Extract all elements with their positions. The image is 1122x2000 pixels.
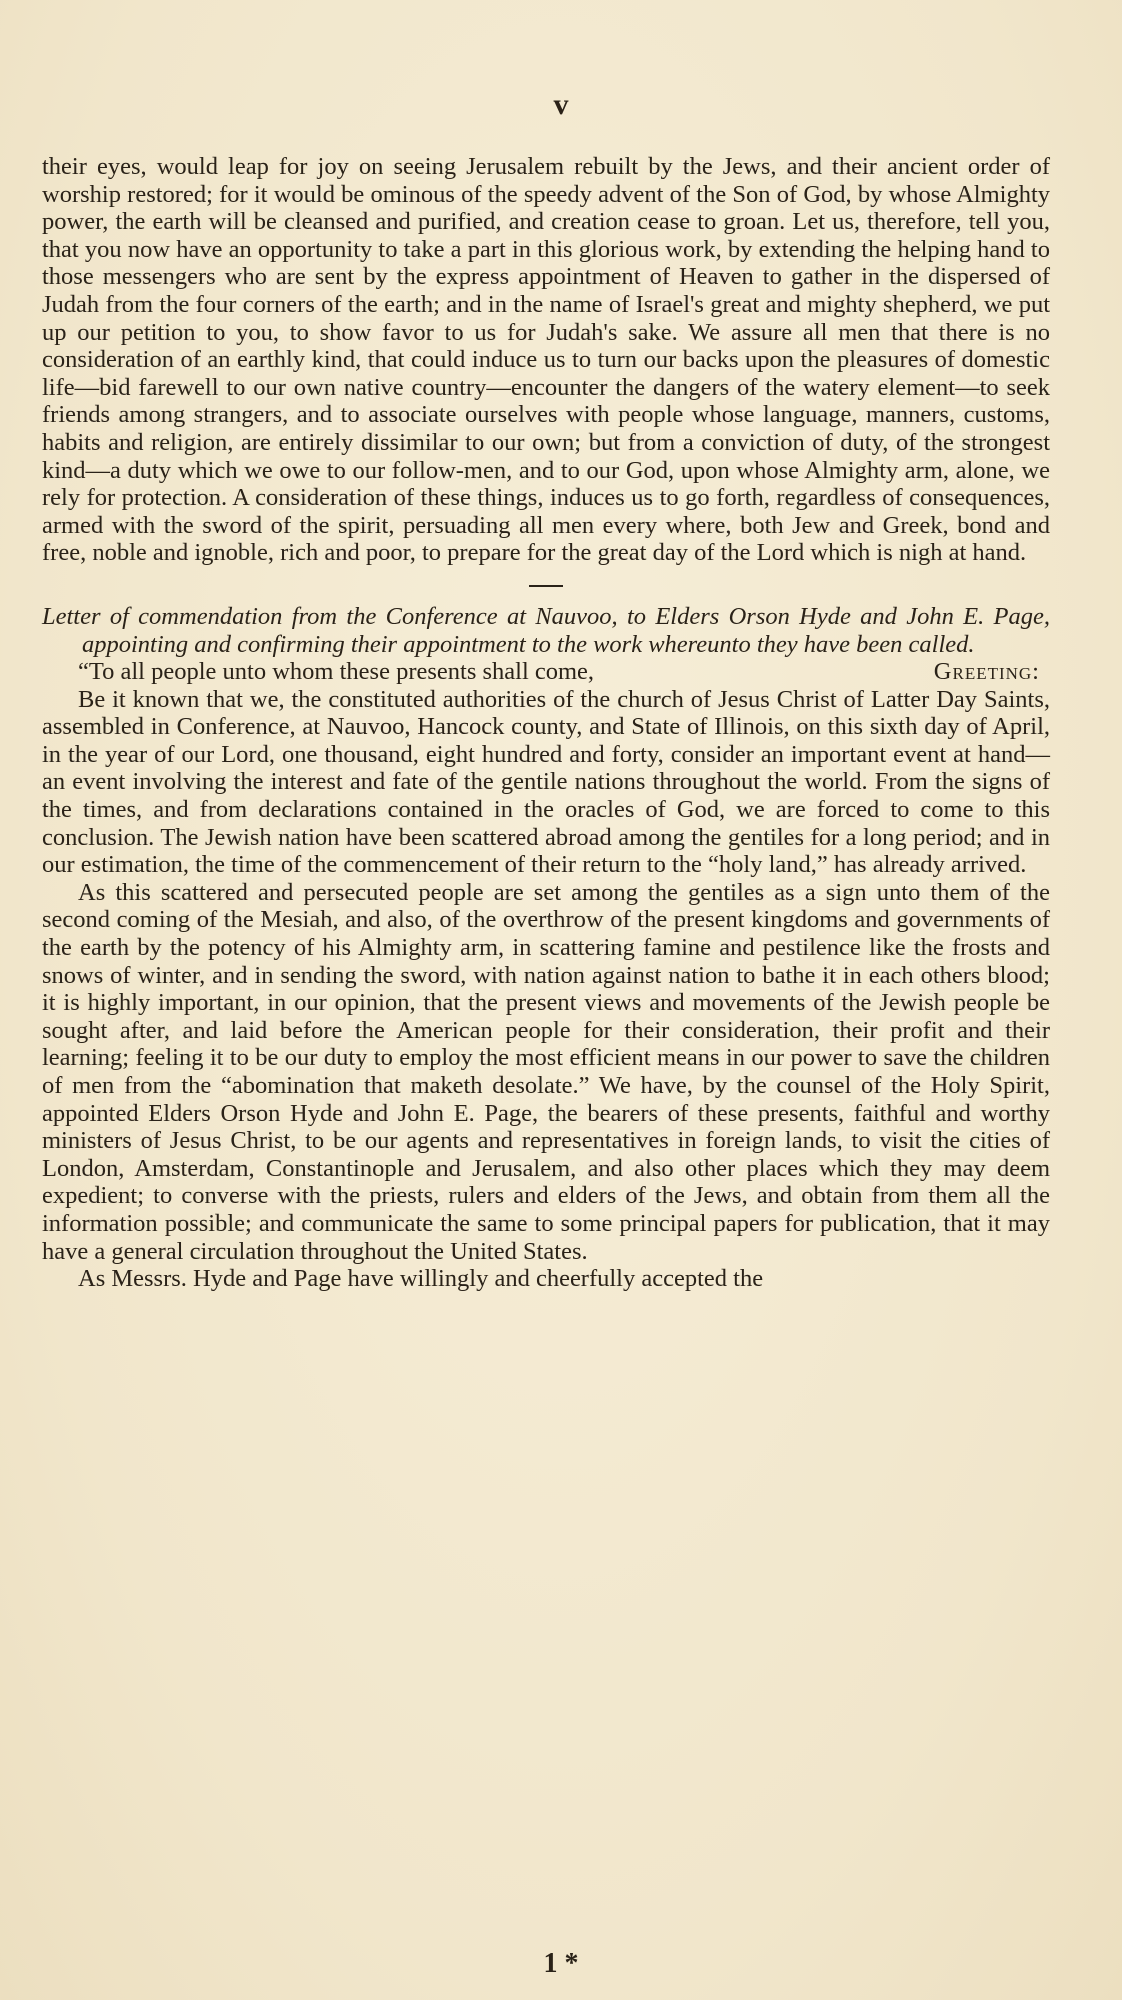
paragraph-continuation: their eyes, would leap for joy on seeing Jerusalem rebuilt by the Jews, and their ancient order of worship restored; for it would be ominous of the speedy advent of the Son of God, by whose Almighty power, the earth will be cleansed and purified, and creation cease to groan. Let us, therefore, tell you, that you now have an opportunity to take a part in this glorious work, by extending the helping hand to those messengers who are sent by the express appointment of Heaven to gather in the dispersed of Judah from the four corners of the earth; and in the name of Israel's great and mighty shepherd, we put up our petition to you, to show favor to us for Judah's sake. We assure all men that there is no consideration of an earthly kind, that could induce us to turn our backs upon the pleasures of domestic life—bid farewell to our own native country—encounter the dangers of the watery element—to seek friends among strangers, and to associate ourselves with people whose language, manners, customs, habits and religion, are entirely dissimilar to our own; but from a conviction of duty, of the strongest kind—a duty which we owe to our follow-men, and to our God, upon whose Almighty arm, alone, we rely for protection. A consideration of these things, induces us to go forth, regardless of consequences, armed with the sword of the spirit, persuading all men every where, both Jew and Greek, bond and free, noble and ignoble, rich and poor, to prepare for the great day of the Lord which is nigh at hand.	[42, 153, 1050, 567]
paragraph-scattered-people: As this scattered and persecuted people are set among the gentiles as a sign unto them of the second coming of the Mesiah, and also, of the overthrow of the present kingdoms and governments of the earth by the potency of his Almighty arm, in scattering famine and pestilence like the frosts and snows of winter, and in sending the sword, with nation against nation to bathe it in each others blood; it is highly important, in our opinion, that the present views and movements of the Jewish people be sought after, and laid before the American people for their consideration, their profit and their learning; feeling it to be our duty to employ the most efficient means in our power to save the children of men from the “abomination that maketh desolate.” We have, by the counsel of the Holy Spirit, appointed Elders Orson Hyde and John E. Page, the bearers of these presents, faithful and worthy ministers of Jesus Christ, to be our agents and representatives in foreign lands, to visit the cities of London, Amsterdam, Constantinople and Jerusalem, and also other places which they may deem expedient; to converse with the priests, rulers and elders of the Jews, and obtain from them all the information possible; and communicate the same to some principal papers for publication, that it may have a general circulation throughout the United States.	[42, 878, 1050, 1265]
page-number: v	[553, 88, 569, 121]
paragraph-conference: Be it known that we, the constituted authorities of the church of Jesus Christ of Latter Day Saints, assembled in Conference, at Nauvoo, Hancock county, and State of Illinois, on this sixth day of April, in the year of our Lord, one thousand, eight hundred and forty, consider an important event at hand—an event involving the interest and fate of the gentile nations throughout the world. From the signs of the times, and from declarations contained in the oracles of God, we are forced to come to this conclusion. The Jewish nation have been scattered abroad among the gentiles for a long period; and in our estimation, the time of the commencement of their return to the “holy land,” has already arrived.	[42, 685, 1050, 879]
greeting: Greeting:	[933, 658, 1040, 686]
letter-heading: Letter of commendation from the Conference at Nauvoo, to Elders Orson Hyde and John E. Page, appointing and confirming their appointment to the work whereunto they have been called.	[42, 602, 1050, 658]
salutation-line	[42, 658, 1050, 686]
paragraph-messrs: As Messrs. Hyde and Page have willingly and cheerfully accepted the	[78, 1265, 764, 1293]
section-divider	[529, 585, 563, 587]
body-text	[42, 153, 1050, 1293]
signature-mark: 1 *	[543, 1948, 579, 1979]
salutation: “To all people unto whom these presents shall come,	[78, 658, 595, 686]
